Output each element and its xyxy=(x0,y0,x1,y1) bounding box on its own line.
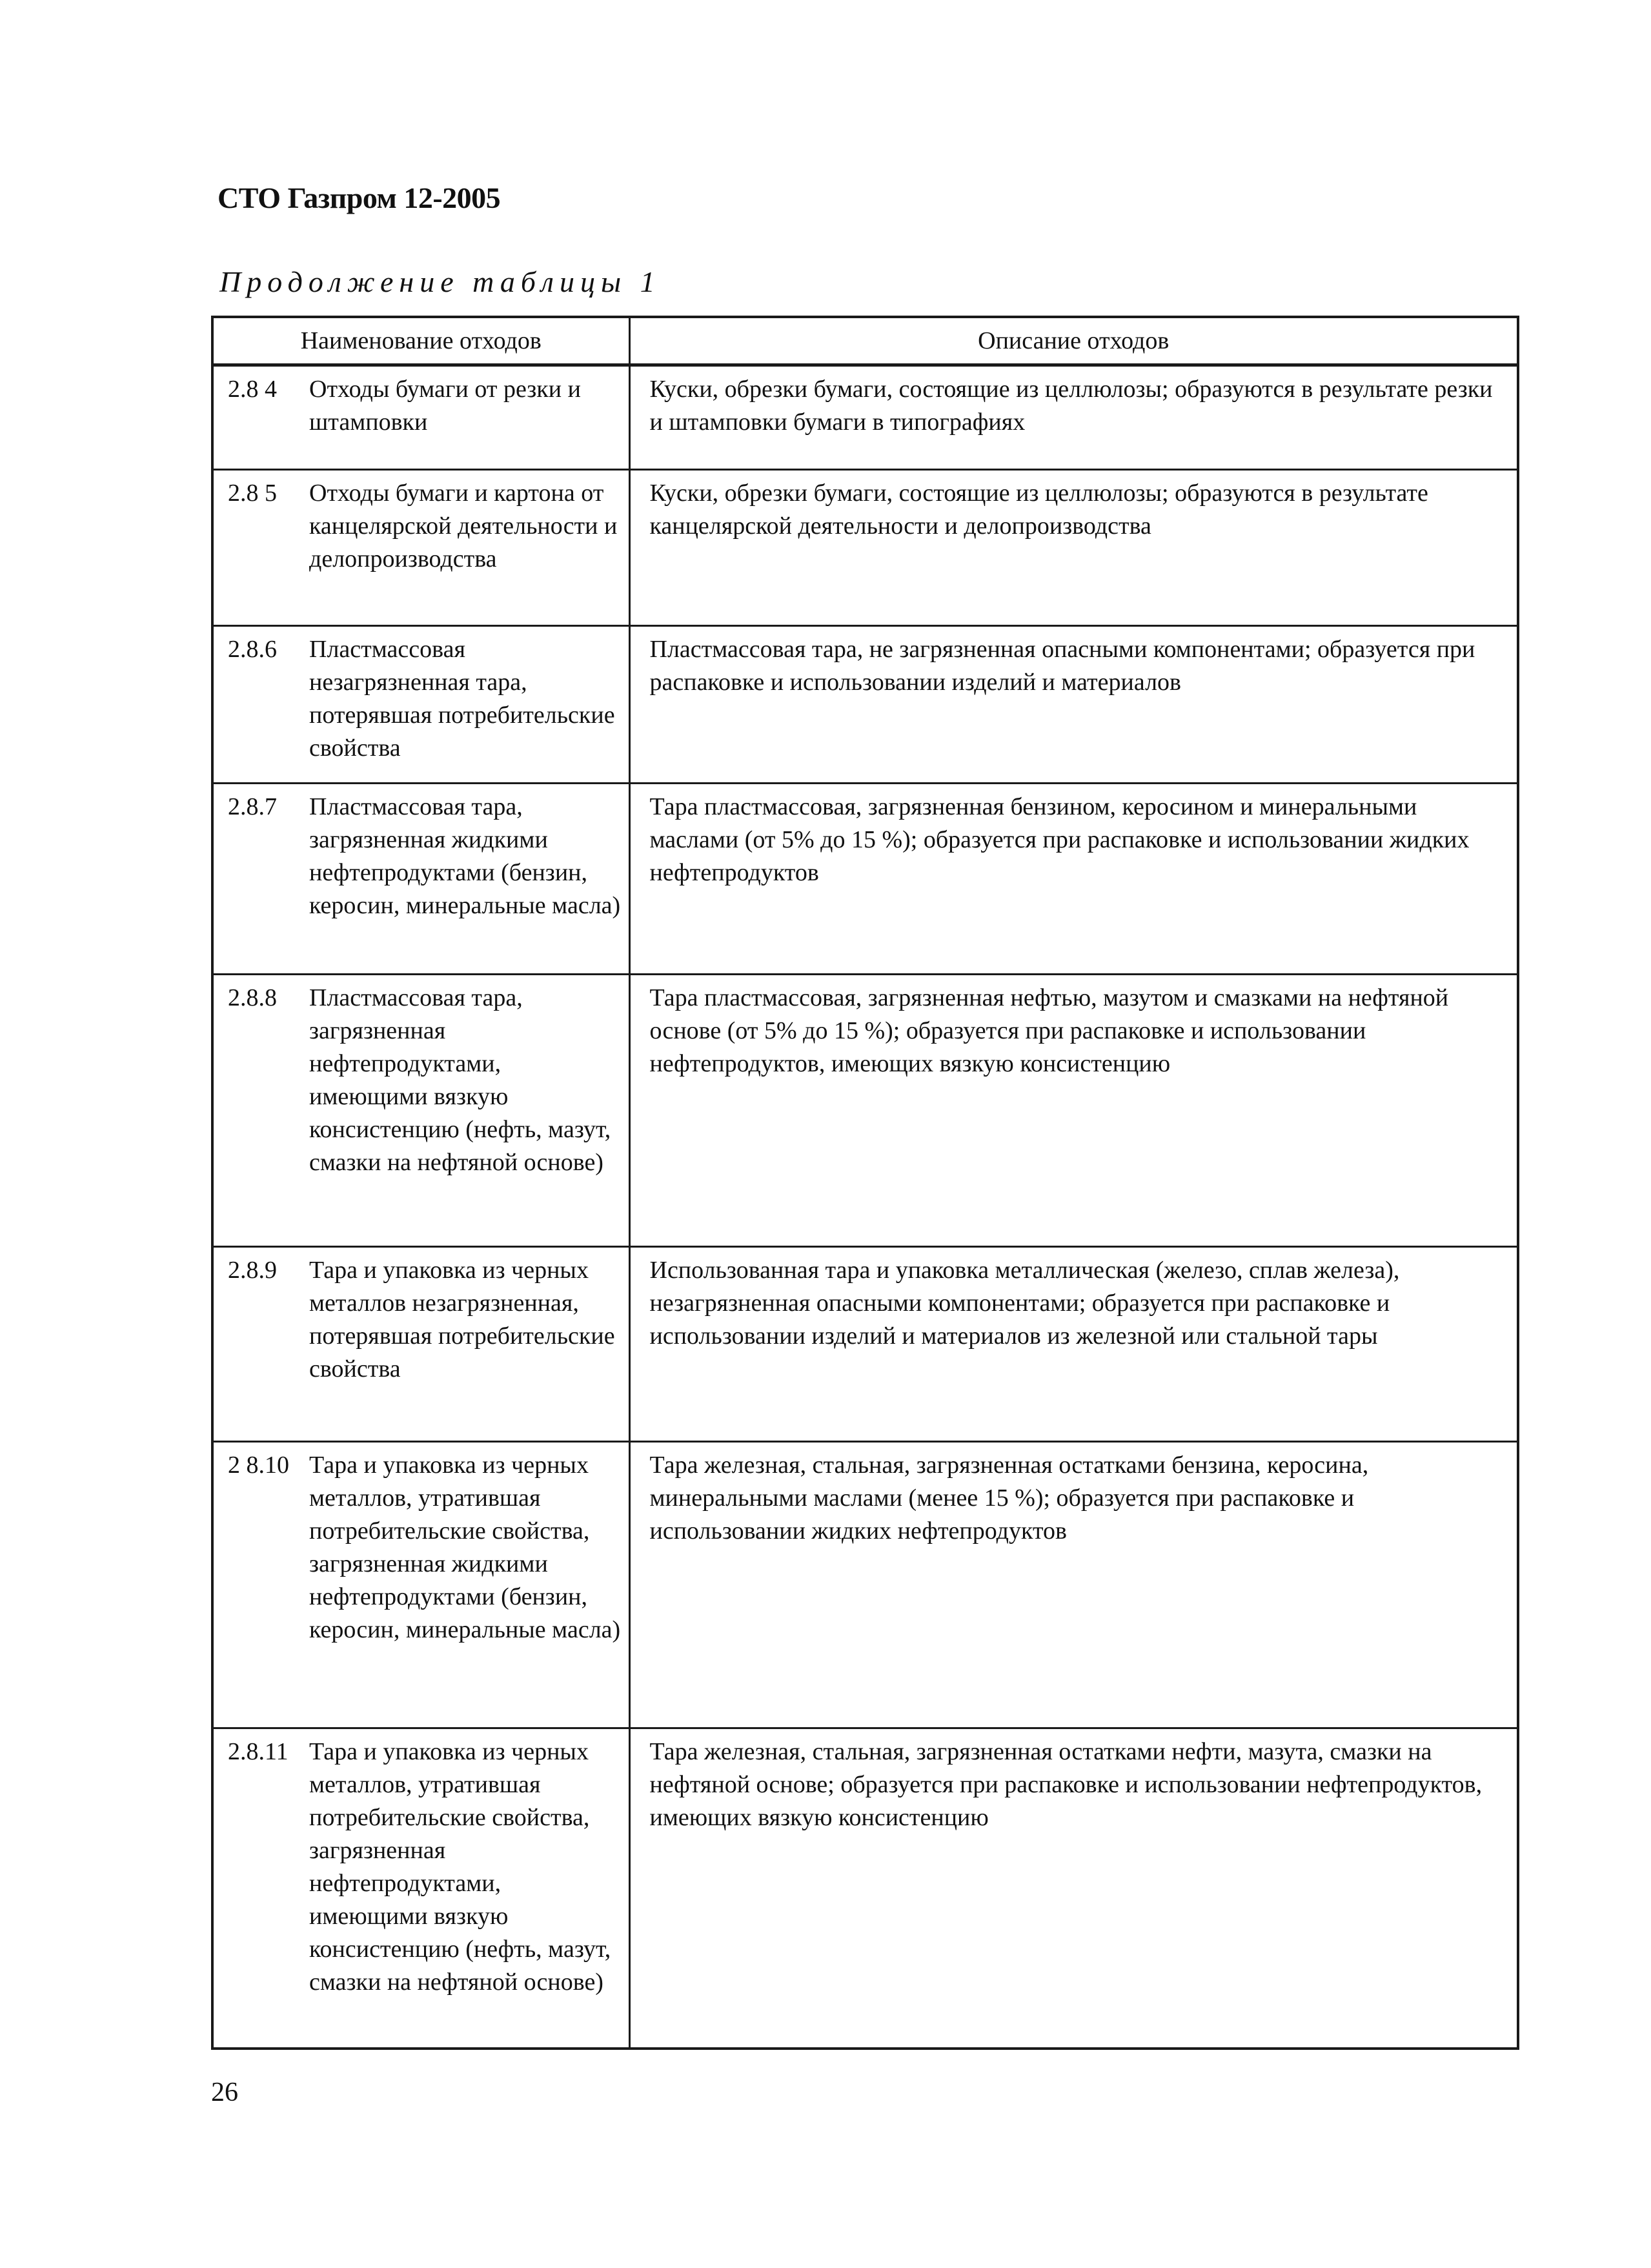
table-header-row xyxy=(212,317,1518,365)
waste-description: Пластмассовая тара, не загрязненная опасными компонентами; образуется при распаковке и использовании изделий и материалов xyxy=(649,636,1475,696)
waste-code: 2.8.6 xyxy=(228,636,277,663)
waste-code: 2.8 4 xyxy=(228,376,277,403)
waste-description: Тара железная, стальная, загрязненная остатками бензина, керосина, минеральными маслами (менее 15 %); образуется при распаковке и использовании жидких нефтепродуктов xyxy=(649,1452,1369,1544)
waste-table xyxy=(211,316,1519,2050)
page-number: 26 xyxy=(211,2078,238,2107)
table-row xyxy=(212,784,1518,975)
table-row xyxy=(212,365,1518,470)
waste-code: 2.8.11 xyxy=(228,1738,289,1765)
waste-code: 2.8.8 xyxy=(228,984,277,1011)
waste-name: Отходы бумаги от резки и штамповки xyxy=(309,376,581,436)
waste-description: Куски, обрезки бумаги, состоящие из целлюлозы; образуются в результате резки и штамповки бумаги в типографиях xyxy=(649,376,1493,436)
column-header-description: Описание отходов xyxy=(629,317,1518,365)
table-row xyxy=(212,1728,1518,2049)
waste-code: 2.8.9 xyxy=(228,1257,277,1284)
waste-name: Отходы бумаги и картона от канцелярской деятельности и делопроизводства xyxy=(309,480,618,572)
waste-name: Пластмассовая незагрязненная тара, потерявшая потребительские свойства xyxy=(309,636,615,762)
waste-name-cell xyxy=(214,627,629,765)
document-code: СТО Газпром 12-2005 xyxy=(218,181,501,214)
waste-name: Тара и упаковка из черных металлов, утратившая потребительские свойства, загрязненная жидкими нефтепродуктами (бензин, керосин, минеральные масла) xyxy=(309,1452,621,1643)
waste-name-cell xyxy=(214,1443,629,1646)
waste-name-cell xyxy=(214,784,629,922)
waste-description: Тара пластмассовая, загрязненная бензином, керосином и минеральными маслами (от 5% до 15 %); образуется при распаковке и использовании жидких нефтепродуктов xyxy=(649,793,1470,886)
waste-name: Тара и упаковка из черных металлов незагрязненная, потерявшая потребительские свойства xyxy=(309,1257,615,1382)
table-row xyxy=(212,1247,1518,1442)
waste-name: Пластмассовая тара, загрязненная жидкими нефтепродуктами (бензин, керосин, минеральные масла) xyxy=(309,793,621,919)
table-row xyxy=(212,626,1518,784)
waste-description: Тара железная, стальная, загрязненная остатками нефти, мазута, смазки на нефтяной основе; образуется при распаковке и использовании нефтепродуктов, имеющих вязкую консистенцию xyxy=(649,1738,1483,1831)
waste-description: Куски, обрезки бумаги, состоящие из целлюлозы; образуются в результате канцелярской деятельности и делопроизводства xyxy=(649,480,1428,540)
column-header-name: Наименование отходов xyxy=(212,317,629,365)
waste-name-cell xyxy=(214,1729,629,1999)
waste-description: Использованная тара и упаковка металлическая (железо, сплав железа), незагрязненная опасными компонентами; образуется при распаковке и использовании изделий и материалов из железной или стальной тары xyxy=(649,1257,1400,1350)
table-row xyxy=(212,975,1518,1247)
waste-name-cell xyxy=(214,471,629,576)
waste-name-cell xyxy=(214,1248,629,1386)
waste-name: Тара и упаковка из черных металлов, утратившая потребительские свойства, загрязненная нефтепродуктами, имеющими вязкую консистенцию (нефть, мазут, смазки на нефтяной основе) xyxy=(309,1738,611,1996)
table-row xyxy=(212,1442,1518,1728)
waste-name: Пластмассовая тара, загрязненная нефтепродуктами, имеющими вязкую консистенцию (нефть, мазут, смазки на нефтяной основе) xyxy=(309,984,611,1176)
waste-name-cell xyxy=(214,975,629,1179)
table-continuation-caption: Продолжение таблицы 1 xyxy=(219,265,661,298)
table-row xyxy=(212,470,1518,626)
waste-code: 2.8.7 xyxy=(228,793,277,820)
waste-description: Тара пластмассовая, загрязненная нефтью, мазутом и смазками на нефтяной основе (от 5% до 15 %); образуется при распаковке и использовании нефтепродуктов, имеющих вязкую консистенцию xyxy=(649,984,1449,1077)
waste-code: 2.8 5 xyxy=(228,480,277,507)
waste-name-cell xyxy=(214,367,629,439)
waste-code: 2 8.10 xyxy=(228,1452,289,1479)
